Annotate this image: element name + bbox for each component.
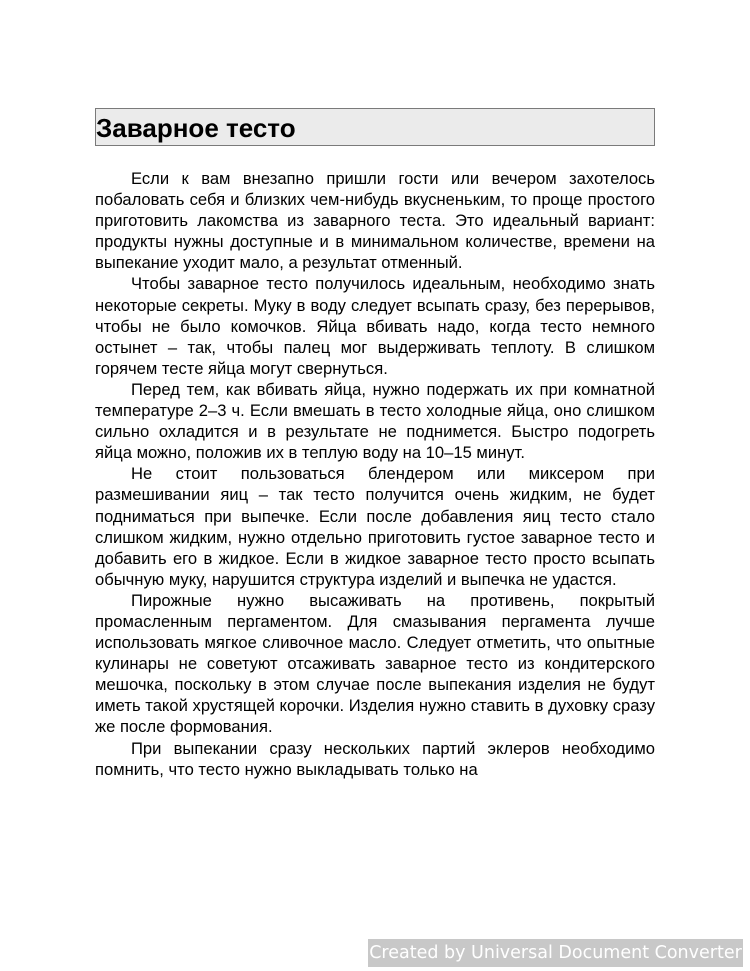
document-title: Заварное тесто bbox=[96, 113, 296, 143]
paragraph: Не стоит пользоваться блендером или миксером при размешивании яиц – так тесто получится очень жидким, не будет подниматься при выпечке. Если после добавления яиц тесто стало слишком жидким, нужно отдельно приготовить густое заварное тесто и добавить его в жидкое. Если в жидкое заварное тесто просто всыпать обычную муку, нарушится структура изделий и выпечка не удастся. bbox=[95, 464, 655, 589]
title-box bbox=[95, 108, 655, 146]
paragraph: При выпекании сразу нескольких партий эклеров необходимо помнить, что тесто нужно выкладывать только на bbox=[95, 738, 655, 779]
paragraph: Перед тем, как вбивать яйца, нужно подержать их при комнатной температуре 2–3 ч. Если вмешать в тесто холодные яйца, оно слишком сильно охладится и в результате не поднимется. Быстро подогреть яйца можно, положив их в теплую воду на 10–15 минут. bbox=[95, 379, 655, 463]
watermark-banner: Created by Universal Document Converter bbox=[368, 939, 743, 967]
document-body bbox=[95, 168, 655, 780]
paragraph: Если к вам внезапно пришли гости или вечером захотелось побаловать себя и близких чем-нибудь вкусненьким, то проще простого приготовить лакомства из заварного теста. Это идеальный вариант: продукты нужны доступные и в минимальном количестве, времени на выпекание уходит мало, а результат отменный. bbox=[95, 169, 655, 273]
paragraph: Чтобы заварное тесто получилось идеальным, необходимо знать некоторые секреты. Муку в воду следует всыпать сразу, без перерывов, чтобы не было комочков. Яйца вбивать надо, когда тесто немного остынет – так, чтобы палец мог выдерживать теплоту. В слишком горячем тесте яйца могут свернуться. bbox=[95, 274, 655, 378]
paragraph: Пирожные нужно высаживать на противень, покрытый промасленным пергаментом. Для смазывания пергамента лучше использовать мягкое сливочное масло. Следует отметить, что опытные кулинары не советуют отсаживать заварное тесто из кондитерского мешочка, поскольку в этом случае после выпекания изделия не будут иметь такой хрустящей корочки. Изделия нужно ставить в духовку сразу же после формования. bbox=[95, 590, 655, 737]
document-page bbox=[95, 108, 655, 780]
